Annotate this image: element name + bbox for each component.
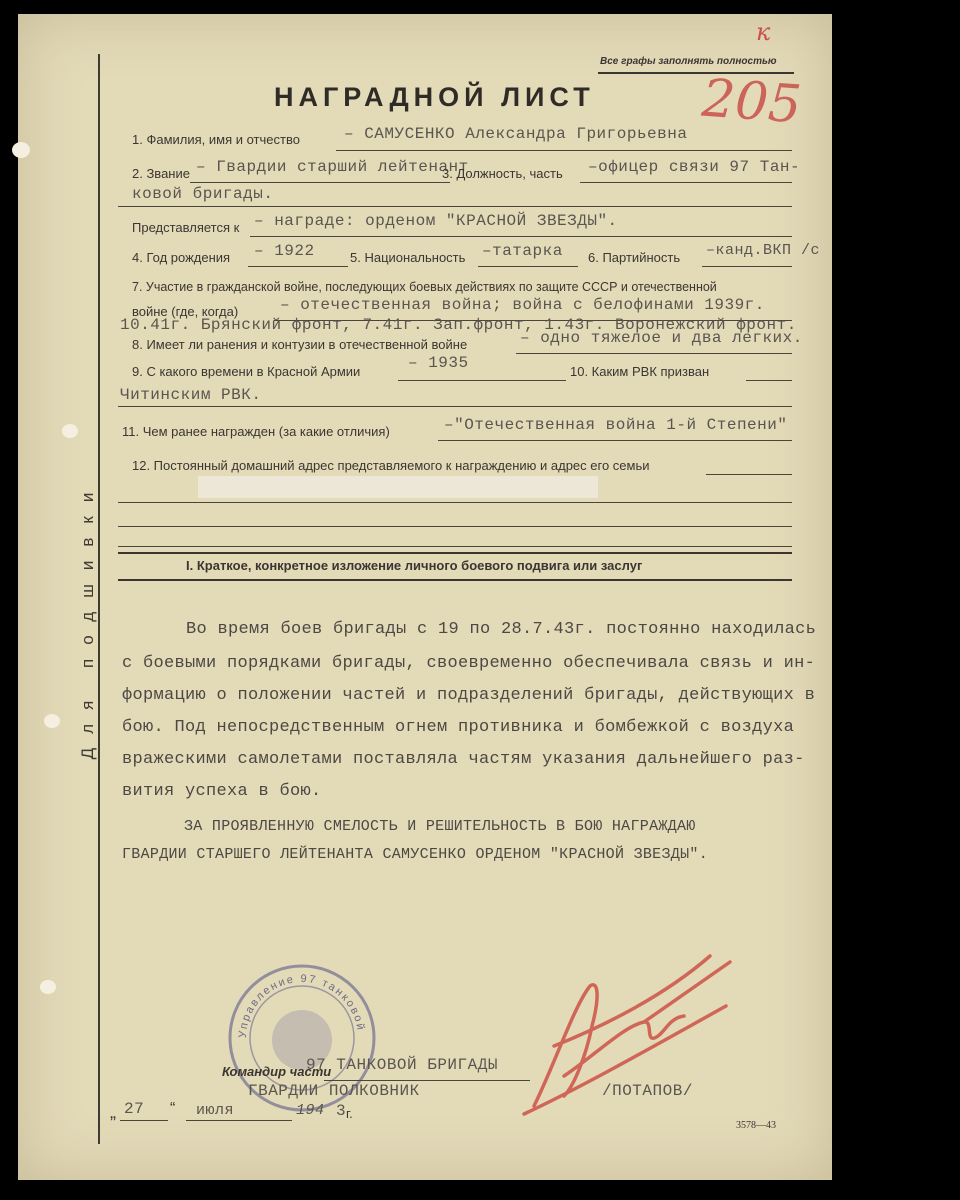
field-line	[186, 1120, 292, 1121]
field-line	[478, 266, 578, 267]
field-line	[580, 182, 792, 183]
field-10-label: 10. Каким РВК призван	[570, 364, 710, 379]
field-1-value: – САМУСЕНКО Александра Григорьевна	[344, 125, 688, 143]
award-sheet-paper	[18, 14, 832, 1180]
commander-unit: 97 ТАНКОВОЙ БРИГАДЫ	[306, 1056, 498, 1074]
field-10-value: Читинским РВК.	[120, 386, 262, 404]
handwritten-mark: к	[756, 18, 771, 46]
commander-name: /ПОТАПОВ/	[602, 1082, 693, 1100]
award-order-line: ГВАРДИИ СТАРШЕГО ЛЕЙТЕНАНТА САМУСЕНКО ОРДЕНОМ "КРАСНОЙ ЗВЕЗДЫ".	[122, 846, 708, 863]
representation-label: Представляется к	[132, 220, 240, 235]
field-6-label: 6. Партийность	[588, 250, 681, 265]
field-5-value: –татарка	[482, 242, 563, 260]
field-7-value-b: 10.41г. Брянский фронт, 7.41г. Зап.фронт, 1.43г. Воронежский фронт.	[120, 316, 797, 334]
field-8-value: – одно тяжелое и два легких.	[520, 329, 803, 347]
narrative-line: Во время боев бригады с 19 по 28.7.43г. постоянно находилась	[186, 620, 817, 639]
award-order-line: ЗА ПРОЯВЛЕННУЮ СМЕЛОСТЬ И РЕШИТЕЛЬНОСТЬ В БОЮ НАГРАЖДАЮ	[184, 818, 696, 835]
field-line	[118, 502, 792, 503]
field-2-value: – Гвардии старший лейтенант	[196, 158, 469, 176]
date-day: 27	[124, 1100, 145, 1118]
narrative-line: формацию о положении частей и подразделений бригады, действующих в	[122, 686, 816, 705]
field-3-value-a: –офицер связи 97 Тан-	[588, 158, 801, 176]
field-line	[118, 206, 792, 207]
commander-rank: ГВАРДИИ ПОЛКОВНИК	[248, 1082, 420, 1100]
punch-hole	[40, 980, 56, 994]
field-line	[706, 474, 792, 475]
field-9-label: 9. С какого времени в Красной Армии	[132, 364, 361, 379]
field-line	[398, 380, 566, 381]
date-close-quote: “	[170, 1100, 176, 1117]
date-year-prefix: 194	[296, 1102, 325, 1119]
field-line	[248, 266, 348, 267]
section-divider	[118, 579, 792, 581]
field-4-label: 4. Год рождения	[132, 250, 231, 265]
field-12-label: 12. Постоянный домашний адрес представляемого к награждению и адрес его семьи	[132, 458, 650, 473]
field-2-label: 2. Звание	[132, 166, 190, 181]
field-6-value: –канд.ВКП /с	[706, 242, 821, 259]
punch-hole	[44, 714, 60, 728]
field-5-label: 5. Национальность	[350, 250, 466, 265]
field-line	[118, 546, 792, 547]
field-9-value: – 1935	[408, 354, 469, 372]
field-line	[746, 380, 792, 381]
fill-note: Все графы заполнять полностью	[600, 56, 777, 67]
narrative-line: вития успеха в бою.	[122, 782, 322, 801]
punch-hole	[62, 424, 78, 438]
field-8-label: 8. Имеет ли ранения и контузии в отечественной войне	[132, 337, 468, 352]
field-3-label: 3. Должность, часть	[442, 166, 563, 181]
narrative-line: с боевыми порядками бригады, своевременно обеспечивала связь и ин-	[122, 654, 816, 673]
field-line	[250, 236, 792, 237]
punch-hole	[12, 142, 30, 158]
form-number: 3578—43	[736, 1120, 776, 1131]
section-1-heading: I. Краткое, конкретное изложение личного боевого подвига или заслуг	[186, 558, 643, 573]
field-7-label-b: войне (где, когда)	[132, 304, 239, 319]
binding-margin-line	[98, 54, 100, 1144]
date-open-quote: „	[110, 1102, 116, 1122]
field-11-label: 11. Чем ранее награжден (за какие отличия)	[122, 424, 390, 439]
date-month: июля	[196, 1102, 235, 1119]
field-7-label-a: 7. Участие в гражданской войне, последующих боевых действиях по защите СССР и отечественной	[132, 280, 717, 294]
commander-label: Командир части	[222, 1064, 332, 1079]
field-line	[516, 353, 792, 354]
field-line	[702, 266, 792, 267]
section-divider	[118, 552, 792, 554]
page-title: НАГРАДНОЙ ЛИСТ	[274, 82, 595, 112]
field-line	[438, 440, 792, 441]
field-7-value-a: – отечественная война; война с белофинами 1939г.	[280, 296, 765, 314]
date-year-suffix: г.	[346, 1106, 353, 1121]
narrative-line: бою. Под непосредственным огнем противника и бомбежкой с воздуха	[122, 718, 795, 737]
field-11-value: –"Отечественная война 1-й Степени"	[444, 416, 788, 434]
narrative-line: вражескими самолетами поставляла частям указания дальнейшего раз-	[122, 750, 805, 769]
field-line	[118, 406, 792, 407]
date-year-digit: 3	[336, 1102, 347, 1120]
field-line	[190, 182, 450, 183]
representation-value: – награде: орденом "КРАСНОЙ ЗВЕЗДЫ".	[254, 212, 618, 230]
field-4-value: – 1922	[254, 242, 315, 260]
field-line	[336, 150, 792, 151]
field-line	[118, 526, 792, 527]
commander-signature	[494, 926, 734, 1126]
field-3-value-b: ковой бригады.	[132, 185, 274, 203]
handwritten-number: 205	[700, 68, 804, 136]
redacted-address	[198, 476, 598, 498]
stamp-text: Управление 97 танковой	[236, 972, 367, 1039]
field-1-label: 1. Фамилия, имя и отчество	[132, 132, 300, 147]
side-label: Для подшивки	[78, 478, 97, 760]
field-line	[120, 1120, 168, 1121]
